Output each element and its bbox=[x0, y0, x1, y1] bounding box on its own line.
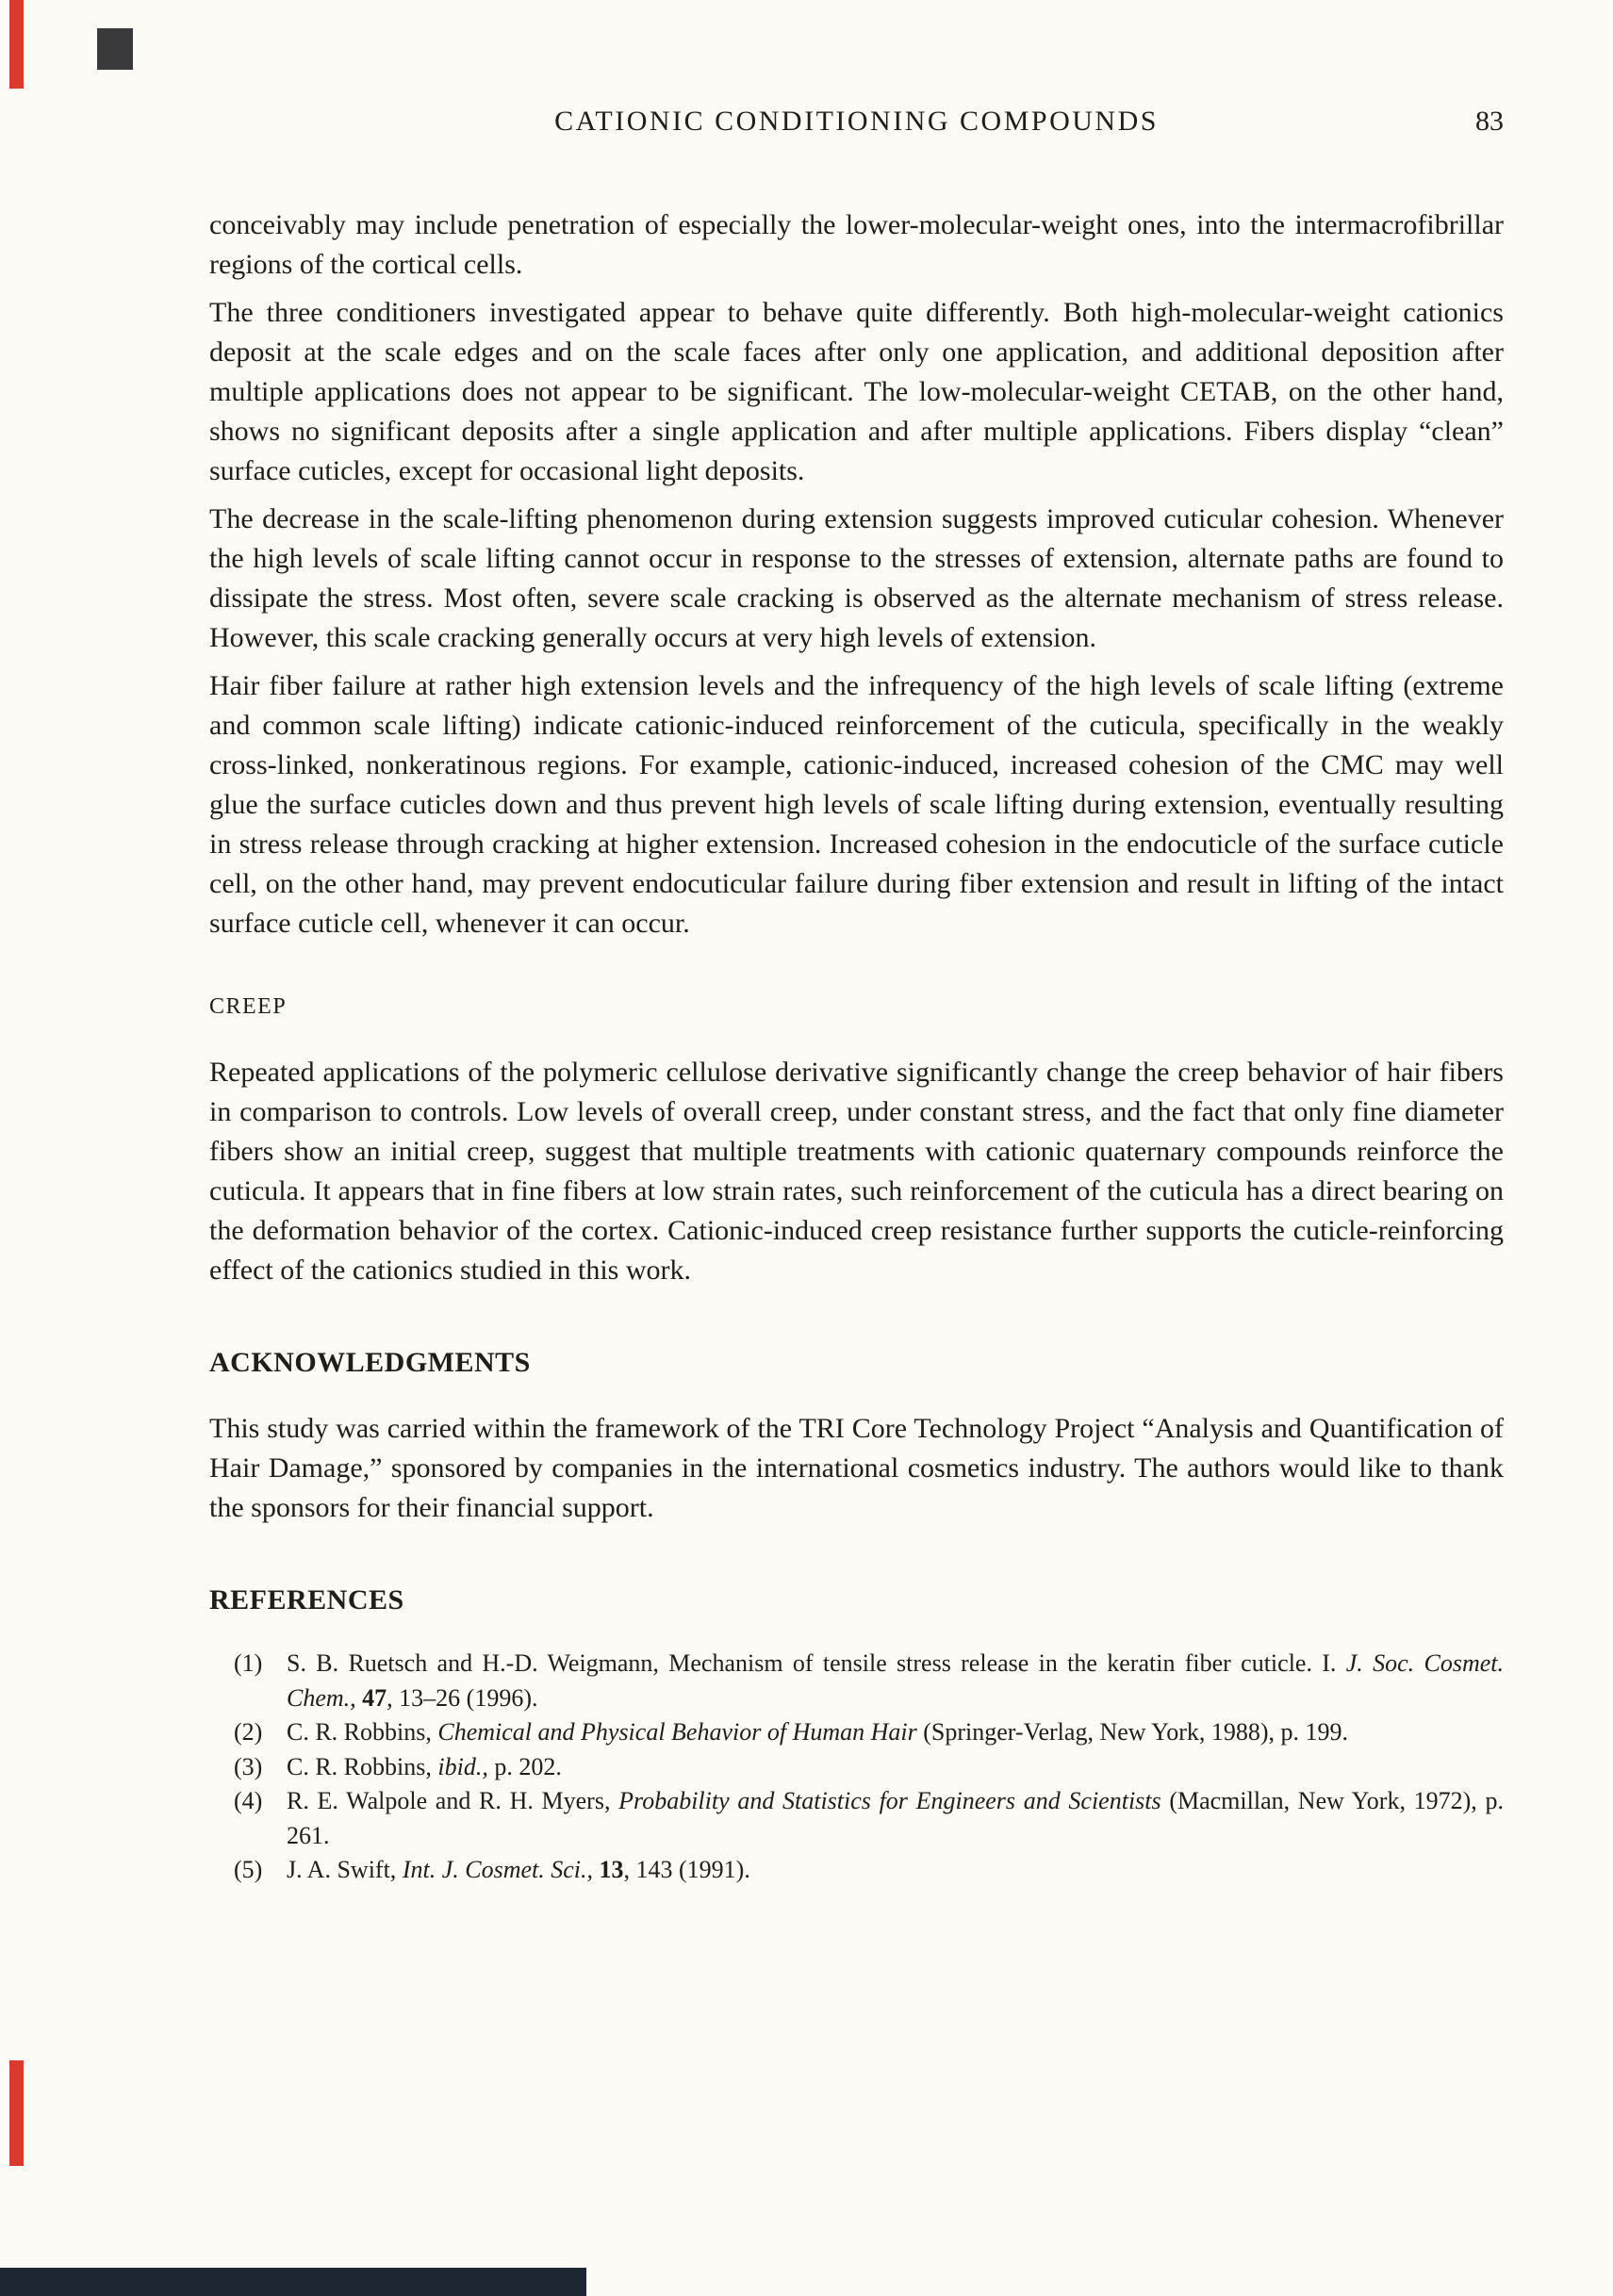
reference-item bbox=[234, 1750, 1504, 1785]
reference-text-segment: (Springer-Verlag, New York, 1988), p. 199. bbox=[916, 1718, 1349, 1746]
reference-text-segment: , 13–26 (1996). bbox=[387, 1683, 538, 1712]
running-head bbox=[209, 106, 1504, 147]
scan-artifact-navy-bar-bottom bbox=[0, 2268, 586, 2296]
body-paragraph-3: The decrease in the scale-lifting phenomenon during extension suggests improved cuticular cohesion. Whenever the high levels of scale lifting cannot occur in response to the stresses of extension, alternate paths are found to dissipate the stress. Most often, severe scale cracking is observed as the alternate mechanism of stress release. However, this scale cracking generally occurs at very high levels of extension. bbox=[209, 503, 1504, 653]
reference-number: (2) bbox=[234, 1718, 263, 1746]
reference-text-segment: 47 bbox=[362, 1683, 387, 1712]
reference-text-segment: p. 202. bbox=[487, 1752, 562, 1780]
reference-text-segment: S. B. Ruetsch and H.-D. Weigmann, Mechanism of tensile stress release in the keratin fiber cuticle. I. bbox=[287, 1649, 1346, 1677]
acknowledgments-paragraph: This study was carried within the framework of the TRI Core Technology Project “Analysis and Quantification of Hair Damage,” sponsored by companies in the international cosmetics industry. The authors would like to thank the sponsors for their financial support. bbox=[209, 1413, 1504, 1523]
section-heading-creep: CREEP bbox=[209, 994, 288, 1019]
reference-item bbox=[234, 1853, 1504, 1888]
reference-item bbox=[234, 1647, 1504, 1715]
reference-number: (4) bbox=[234, 1787, 263, 1814]
reference-number: (5) bbox=[234, 1856, 263, 1883]
references-list bbox=[234, 1647, 1504, 1888]
reference-item bbox=[234, 1784, 1504, 1853]
body-paragraph-1: conceivably may include penetration of especially the lower-molecular-weight ones, into the intermacrofibrillar regions of the cortical cells. bbox=[209, 209, 1504, 280]
reference-text-segment: Probability and Statistics for Engineers and Scientists bbox=[618, 1787, 1161, 1814]
reference-number: (3) bbox=[234, 1752, 263, 1780]
reference-text-segment: J. Soc. Cosmet. Chem., bbox=[287, 1649, 1504, 1712]
scan-artifact-dark-square bbox=[97, 28, 133, 70]
reference-text-segment: (Macmillan, New York, 1972), p. 261. bbox=[287, 1787, 1504, 1849]
running-head-title: CATIONIC CONDITIONING COMPOUNDS bbox=[554, 106, 1159, 137]
page-number: 83 bbox=[1475, 106, 1504, 137]
reference-text-segment: J. A. Swift, bbox=[287, 1856, 403, 1883]
reference-text-segment: 13 bbox=[599, 1856, 624, 1883]
body-paragraph-4: Hair fiber failure at rather high extension levels and the infrequency of the high levels of scale lifting (extreme and common scale lifting) indicate cationic-induced reinforcement of the cuticula, specifically in the weakly cross-linked, nonkeratinous regions. For example, cationic-induced, increased cohesion of the CMC may well glue the surface cuticles down and thus prevent high levels of scale lifting during extension, eventually resulting in stress release through cracking at higher extension. Increased cohesion in the endocuticle of the surface cuticle cell, on the other hand, may prevent endocuticular failure during fiber extension and result in lifting of the intact surface cuticle cell, whenever it can occur. bbox=[209, 670, 1504, 939]
reference-number: (1) bbox=[234, 1649, 263, 1677]
section-heading-references: REFERENCES bbox=[209, 1584, 404, 1615]
page-body bbox=[209, 205, 1504, 1888]
reference-text-segment: R. E. Walpole and R. H. Myers, bbox=[287, 1787, 619, 1814]
reference-text-segment: C. R. Robbins, bbox=[287, 1752, 438, 1780]
reference-text-segment: Chemical and Physical Behavior of Human Hair bbox=[437, 1718, 917, 1746]
reference-text-segment: , 143 (1991). bbox=[623, 1856, 750, 1883]
scan-artifact-red-bar-top bbox=[9, 0, 24, 89]
reference-text-segment: ibid., bbox=[437, 1752, 488, 1780]
section-heading-acknowledgments: ACKNOWLEDGMENTS bbox=[209, 1347, 531, 1378]
creep-paragraph: Repeated applications of the polymeric cellulose derivative significantly change the creep behavior of hair fibers in comparison to controls. Low levels of overall creep, under constant stress, and the fact that only fine diameter fibers show an initial creep, suggest that multiple treatments with cationic quaternary compounds reinforce the cuticula. It appears that in fine fibers at low strain rates, such reinforcement of the cuticula has a direct bearing on the deformation behavior of the cortex. Cationic-induced creep resistance further supports the cuticle-reinforcing effect of the cationics studied in this work. bbox=[209, 1057, 1504, 1286]
scan-artifact-red-bar-bottom bbox=[9, 2060, 24, 2166]
reference-item bbox=[234, 1715, 1504, 1750]
body-paragraph-2: The three conditioners investigated appear to behave quite differently. Both high-molecular-weight cationics deposit at the scale edges and on the scale faces after only one application, and additional deposition after multiple applications does not appear to be significant. The low-molecular-weight CETAB, on the other hand, shows no significant deposits after a single application and after multiple applications. Fibers display “clean” surface cuticles, except for occasional light deposits. bbox=[209, 297, 1504, 486]
reference-text-segment: C. R. Robbins, bbox=[287, 1718, 438, 1746]
reference-text-segment: Int. J. Cosmet. Sci., bbox=[402, 1856, 593, 1883]
